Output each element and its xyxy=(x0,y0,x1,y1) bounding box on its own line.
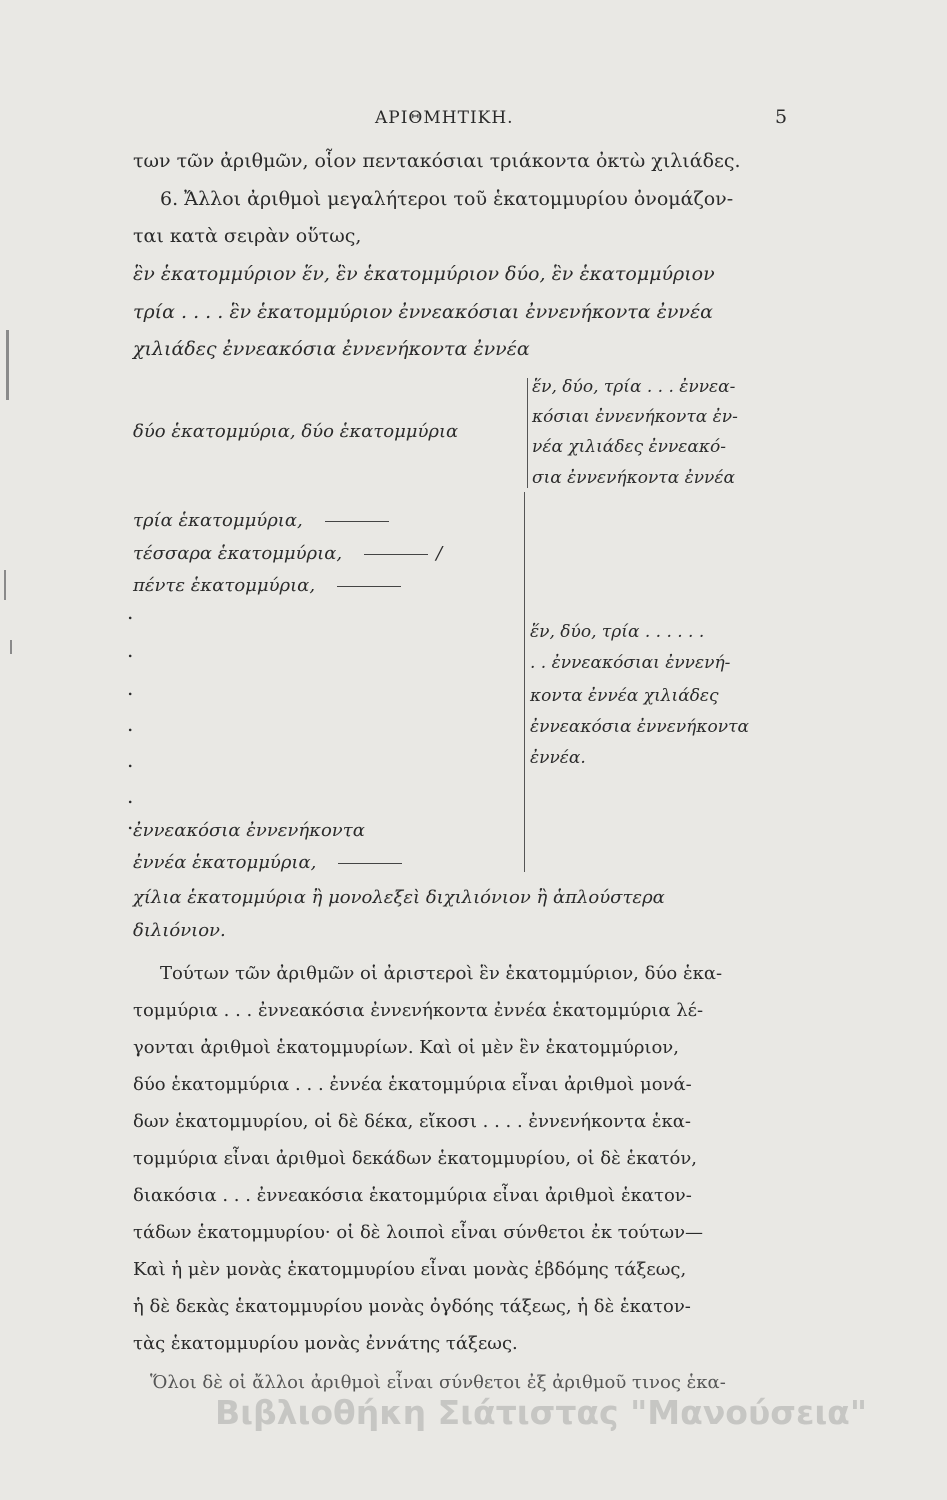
ellipsis-dot: . xyxy=(127,784,134,808)
text-line: χιλιάδες ἐννεακόσια ἐννενήκοντα ἐννέα xyxy=(133,338,530,360)
binding-mark xyxy=(10,640,12,654)
paragraph-line: τομμύρια εἶναι ἀριθμοὶ δεκάδων ἑκατομμυρίου, οἱ δὲ ἑκατόν, xyxy=(133,1148,698,1169)
brace-line-text: . . ἐννεακόσιαι ἐννενή- xyxy=(530,653,731,673)
ellipsis-dot: . xyxy=(127,748,134,772)
brace-line-text: κόσιαι ἐννενήκοντα ἐν- xyxy=(532,407,738,427)
brace-line-text: νέα χιλιάδες ἐννεακό- xyxy=(532,437,727,457)
ellipsis-dot: . xyxy=(127,600,134,624)
text-line: 6. Ἄλλοι ἀριθμοὶ μεγαλήτεροι τοῦ ἑκατομμυρίου ὀνομάζον- xyxy=(160,188,734,210)
paragraph-line: τὰς ἑκατομμυρίου μονὰς ἐννάτης τάξεως. xyxy=(133,1333,518,1354)
dash-rule xyxy=(338,863,402,864)
dash-rule xyxy=(325,521,389,522)
ellipsis-dot: . xyxy=(127,638,134,662)
text-line: ἐννέα ἑκατομμύρια, xyxy=(133,852,402,873)
dash-rule xyxy=(364,554,428,555)
paragraph-line: τάδων ἑκατομμυρίου· οἱ δὲ λοιποὶ εἶναι σύνθετοι ἐκ τούτων— xyxy=(133,1222,704,1243)
brace-lead-text: δύο ἑκατομμύρια, δύο ἑκατομμύρια xyxy=(133,421,459,442)
binding-mark xyxy=(6,330,9,400)
text-line: ἐννεακόσια ἐννενήκοντα xyxy=(133,820,365,841)
library-watermark: Βιβλιοθήκη Σιάτιστας "Μανούσεια" xyxy=(215,1393,868,1432)
text-line: ἓν ἑκατομμύριον ἕν, ἓν ἑκατομμύριον δύο, ἓν ἑκατομμύριον xyxy=(133,263,715,285)
paragraph-line: ἡ δὲ δεκὰς ἑκατομμυρίου μονὰς ὀγδόης τάξεως, ἡ δὲ ἑκατον- xyxy=(133,1296,691,1317)
list-item: τρία ἑκατομμύρια, xyxy=(133,510,389,531)
list-item: τέσσαρα ἑκατομμύρια, / xyxy=(133,543,443,564)
text-line: χίλια ἑκατομμύρια ἢ μονολεξεὶ διχιλιόνιον ἢ ἁπλούστερα xyxy=(133,887,665,908)
brace-line-text: ἕν, δύο, τρία . . . ἐννεα- xyxy=(532,377,736,397)
brace-line-text: σια ἐννενήκοντα ἐννέα xyxy=(532,468,735,488)
paragraph-line: τομμύρια . . . ἐννεακόσια ἐννενήκοντα ἐννέα ἑκατομμύρια λέ- xyxy=(133,1000,704,1021)
ellipsis-dot: . xyxy=(127,810,134,834)
ellipsis-dot: . xyxy=(127,676,134,700)
brace-line-text: κοντα ἐννέα χιλιάδες xyxy=(530,686,719,706)
paragraph-line: Τούτων τῶν ἀριθμῶν οἱ ἀριστεροὶ ἓν ἑκατομμύριον, δύο ἑκα- xyxy=(160,963,723,984)
list-item: πέντε ἑκατομμύρια, xyxy=(133,575,401,596)
page-number: 5 xyxy=(775,106,789,128)
paragraph-line: Καὶ ἡ μὲν μονὰς ἑκατομμυρίου εἶναι μονὰς ἑβδόμης τάξεως, xyxy=(133,1259,687,1280)
ellipsis-dot: . xyxy=(127,712,134,736)
text-line: των τῶν ἀριθμῶν, οἷον πεντακόσιαι τριάκοντα ὀκτὼ χιλιάδες. xyxy=(133,150,741,172)
paragraph-line: διακόσια . . . ἐννεακόσια ἑκατομμύρια εἶναι ἀριθμοὶ ἑκατον- xyxy=(133,1185,692,1206)
brace-line-text: ἐννέα. xyxy=(530,748,586,768)
dash-rule xyxy=(337,586,401,587)
text-line: διλιόνιον. xyxy=(133,920,226,941)
brace xyxy=(527,378,528,488)
brace-line-text: ἐννεακόσια ἐννενήκοντα xyxy=(530,717,749,737)
text-line: ται κατὰ σειρὰν οὕτως, xyxy=(133,225,362,247)
text-line: τρία . . . . ἓν ἑκατομμύριον ἐννεακόσιαι ἐννενήκοντα ἐννέα xyxy=(133,301,713,323)
paragraph-line: γονται ἀριθμοὶ ἑκατομμυρίων. Καὶ οἱ μὲν ἓν ἑκατομμύριον, xyxy=(133,1037,679,1058)
running-title: ΑΡΙΘΜΗΤΙΚΗ. xyxy=(375,108,514,128)
paragraph-line: δύο ἑκατομμύρια . . . ἐννέα ἑκατομμύρια εἶναι ἀριθμοὶ μονά- xyxy=(133,1074,692,1095)
binding-mark xyxy=(4,570,6,600)
paragraph-line: Ὅλοι δὲ οἱ ἄλλοι ἀριθμοὶ εἶναι σύνθετοι ἐξ ἀριθμοῦ τινος ἑκα- xyxy=(150,1372,726,1393)
paragraph-line: δων ἑκατομμυρίου, οἱ δὲ δέκα, εἴκοσι . . . . ἐννενήκοντα ἑκα- xyxy=(133,1111,691,1132)
brace xyxy=(524,492,525,872)
brace-line-text: ἕν, δύο, τρία . . . . . . xyxy=(530,622,705,642)
